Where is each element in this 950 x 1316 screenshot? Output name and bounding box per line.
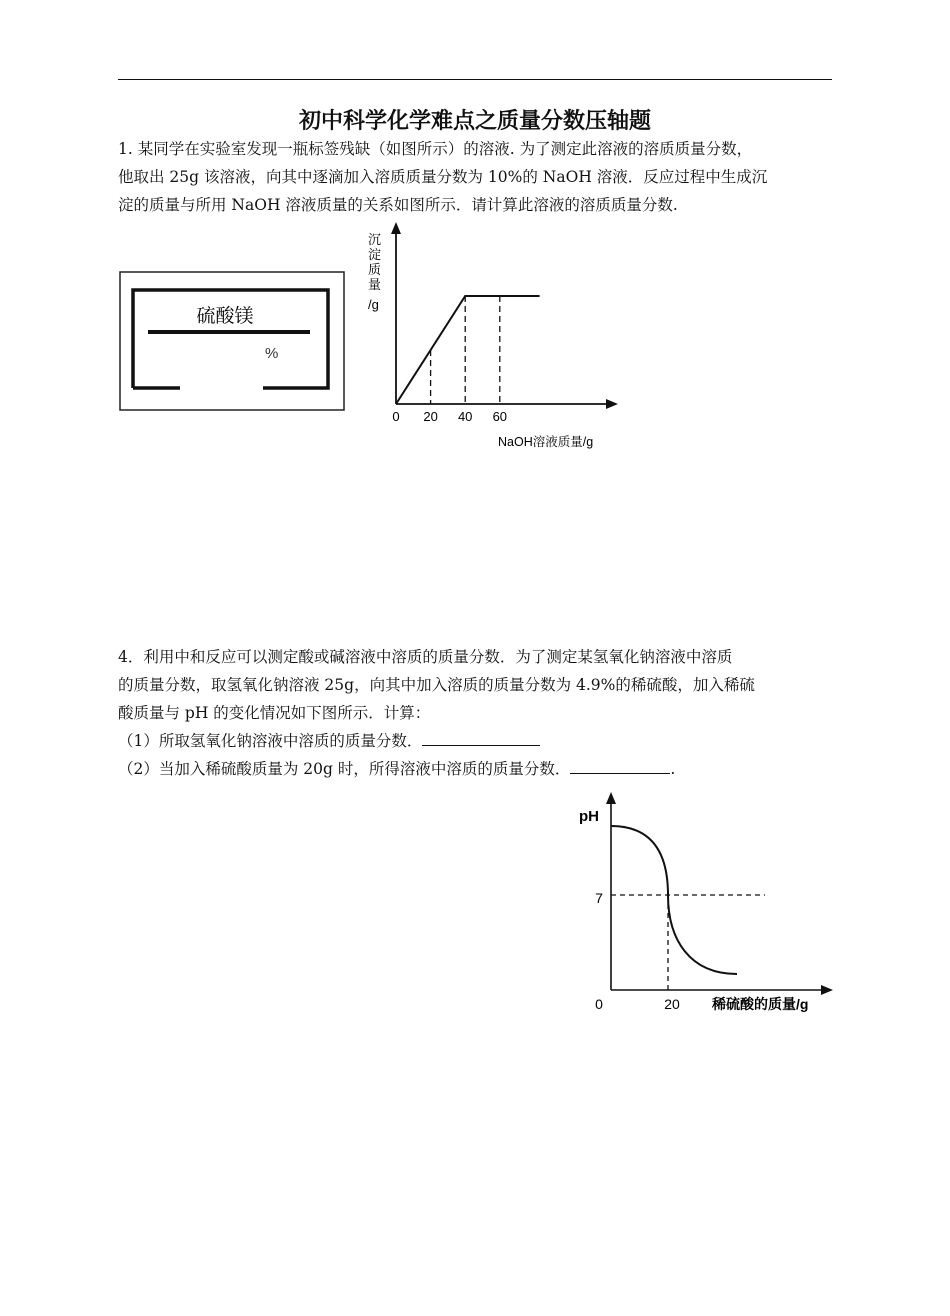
ylabel-char: 淀 [368, 247, 382, 262]
x-tick-label: 60 [492, 409, 508, 424]
ph-ytick-7: 7 [595, 890, 603, 906]
label-percent-sign: % [265, 345, 279, 362]
q4-line-1: 4．利用中和反应可以测定酸或碱溶液中溶质的质量分数．为了测定某氢氧化钠溶液中溶质 [118, 648, 733, 666]
q4-line-3: 酸质量与 pH 的变化情况如下图所示．计算： [118, 704, 431, 722]
q1-line-2: 他取出 25g 该溶液，向其中逐滴加入溶质质量分数为 10%的 NaOH 溶液．反应过程中生成沉 [118, 168, 768, 186]
q1-line-3: 淀的质量与所用 NaOH 溶液质量的关系如图所示．请计算此溶液的溶质质量分数. [118, 196, 678, 214]
x-tick-labels [392, 409, 507, 424]
q4-sub-2-text: （2）当加入稀硫酸质量为 20g 时，所得溶液中溶质的质量分数． [118, 760, 571, 778]
x-tick-label: 0 [392, 409, 400, 424]
ph-y-axis-arrow [606, 792, 616, 804]
q4-sub-1-text: （1）所取氢氧化钠溶液中溶质的质量分数． [118, 732, 423, 750]
q4-sub-2-end: . [670, 760, 676, 778]
q4-line-2: 的质量分数，取氢氧化钠溶液 25g，向其中加入溶质的质量分数为 4.9%的稀硫酸，加入稀硫 [118, 676, 755, 694]
ph-x-axis-arrow [821, 985, 833, 995]
q4-sub-question-1 [118, 727, 834, 755]
reagent-label-figure [118, 270, 346, 412]
label-reagent-name: 硫酸镁 [196, 306, 254, 327]
ylabel-char: 质 [368, 262, 382, 277]
question-1-text [118, 135, 834, 219]
ph-curve [611, 826, 737, 974]
x-tick-label: 40 [457, 409, 473, 424]
q1-line-1: 1. 某同学在实验室发现一瓶标签残缺（如图所示）的溶液. 为了测定此溶液的溶质质量分数， [118, 140, 753, 158]
ph-origin-label: 0 [595, 996, 603, 1012]
y-axis-arrow [391, 222, 401, 234]
precipitate-series-line [396, 296, 540, 404]
x-axis-label: NaOH溶液质量/g [498, 435, 594, 449]
question-4-text [118, 643, 834, 783]
ylabel-unit: /g [368, 297, 379, 312]
precipitate-chart [360, 220, 630, 460]
ph-y-axis-label: pH [579, 808, 599, 825]
answer-blank-1[interactable] [422, 727, 540, 746]
ph-xtick-20: 20 [664, 996, 680, 1012]
header-rule [118, 79, 832, 80]
y-axis-label [368, 232, 381, 312]
x-axis-arrow [606, 399, 618, 409]
ph-chart [575, 790, 840, 1025]
ylabel-char: 量 [368, 277, 382, 292]
ph-x-axis-label: 稀硫酸的质量/g [712, 996, 809, 1012]
q4-sub-question-2 [118, 755, 834, 783]
answer-blank-2[interactable] [570, 755, 670, 774]
x-tick-label: 20 [423, 409, 438, 424]
bottle-outline [133, 290, 328, 388]
guide-lines [431, 296, 500, 404]
ylabel-char: 沉 [368, 232, 382, 247]
page-title: 初中科学化学难点之质量分数压轴题 [298, 109, 651, 134]
